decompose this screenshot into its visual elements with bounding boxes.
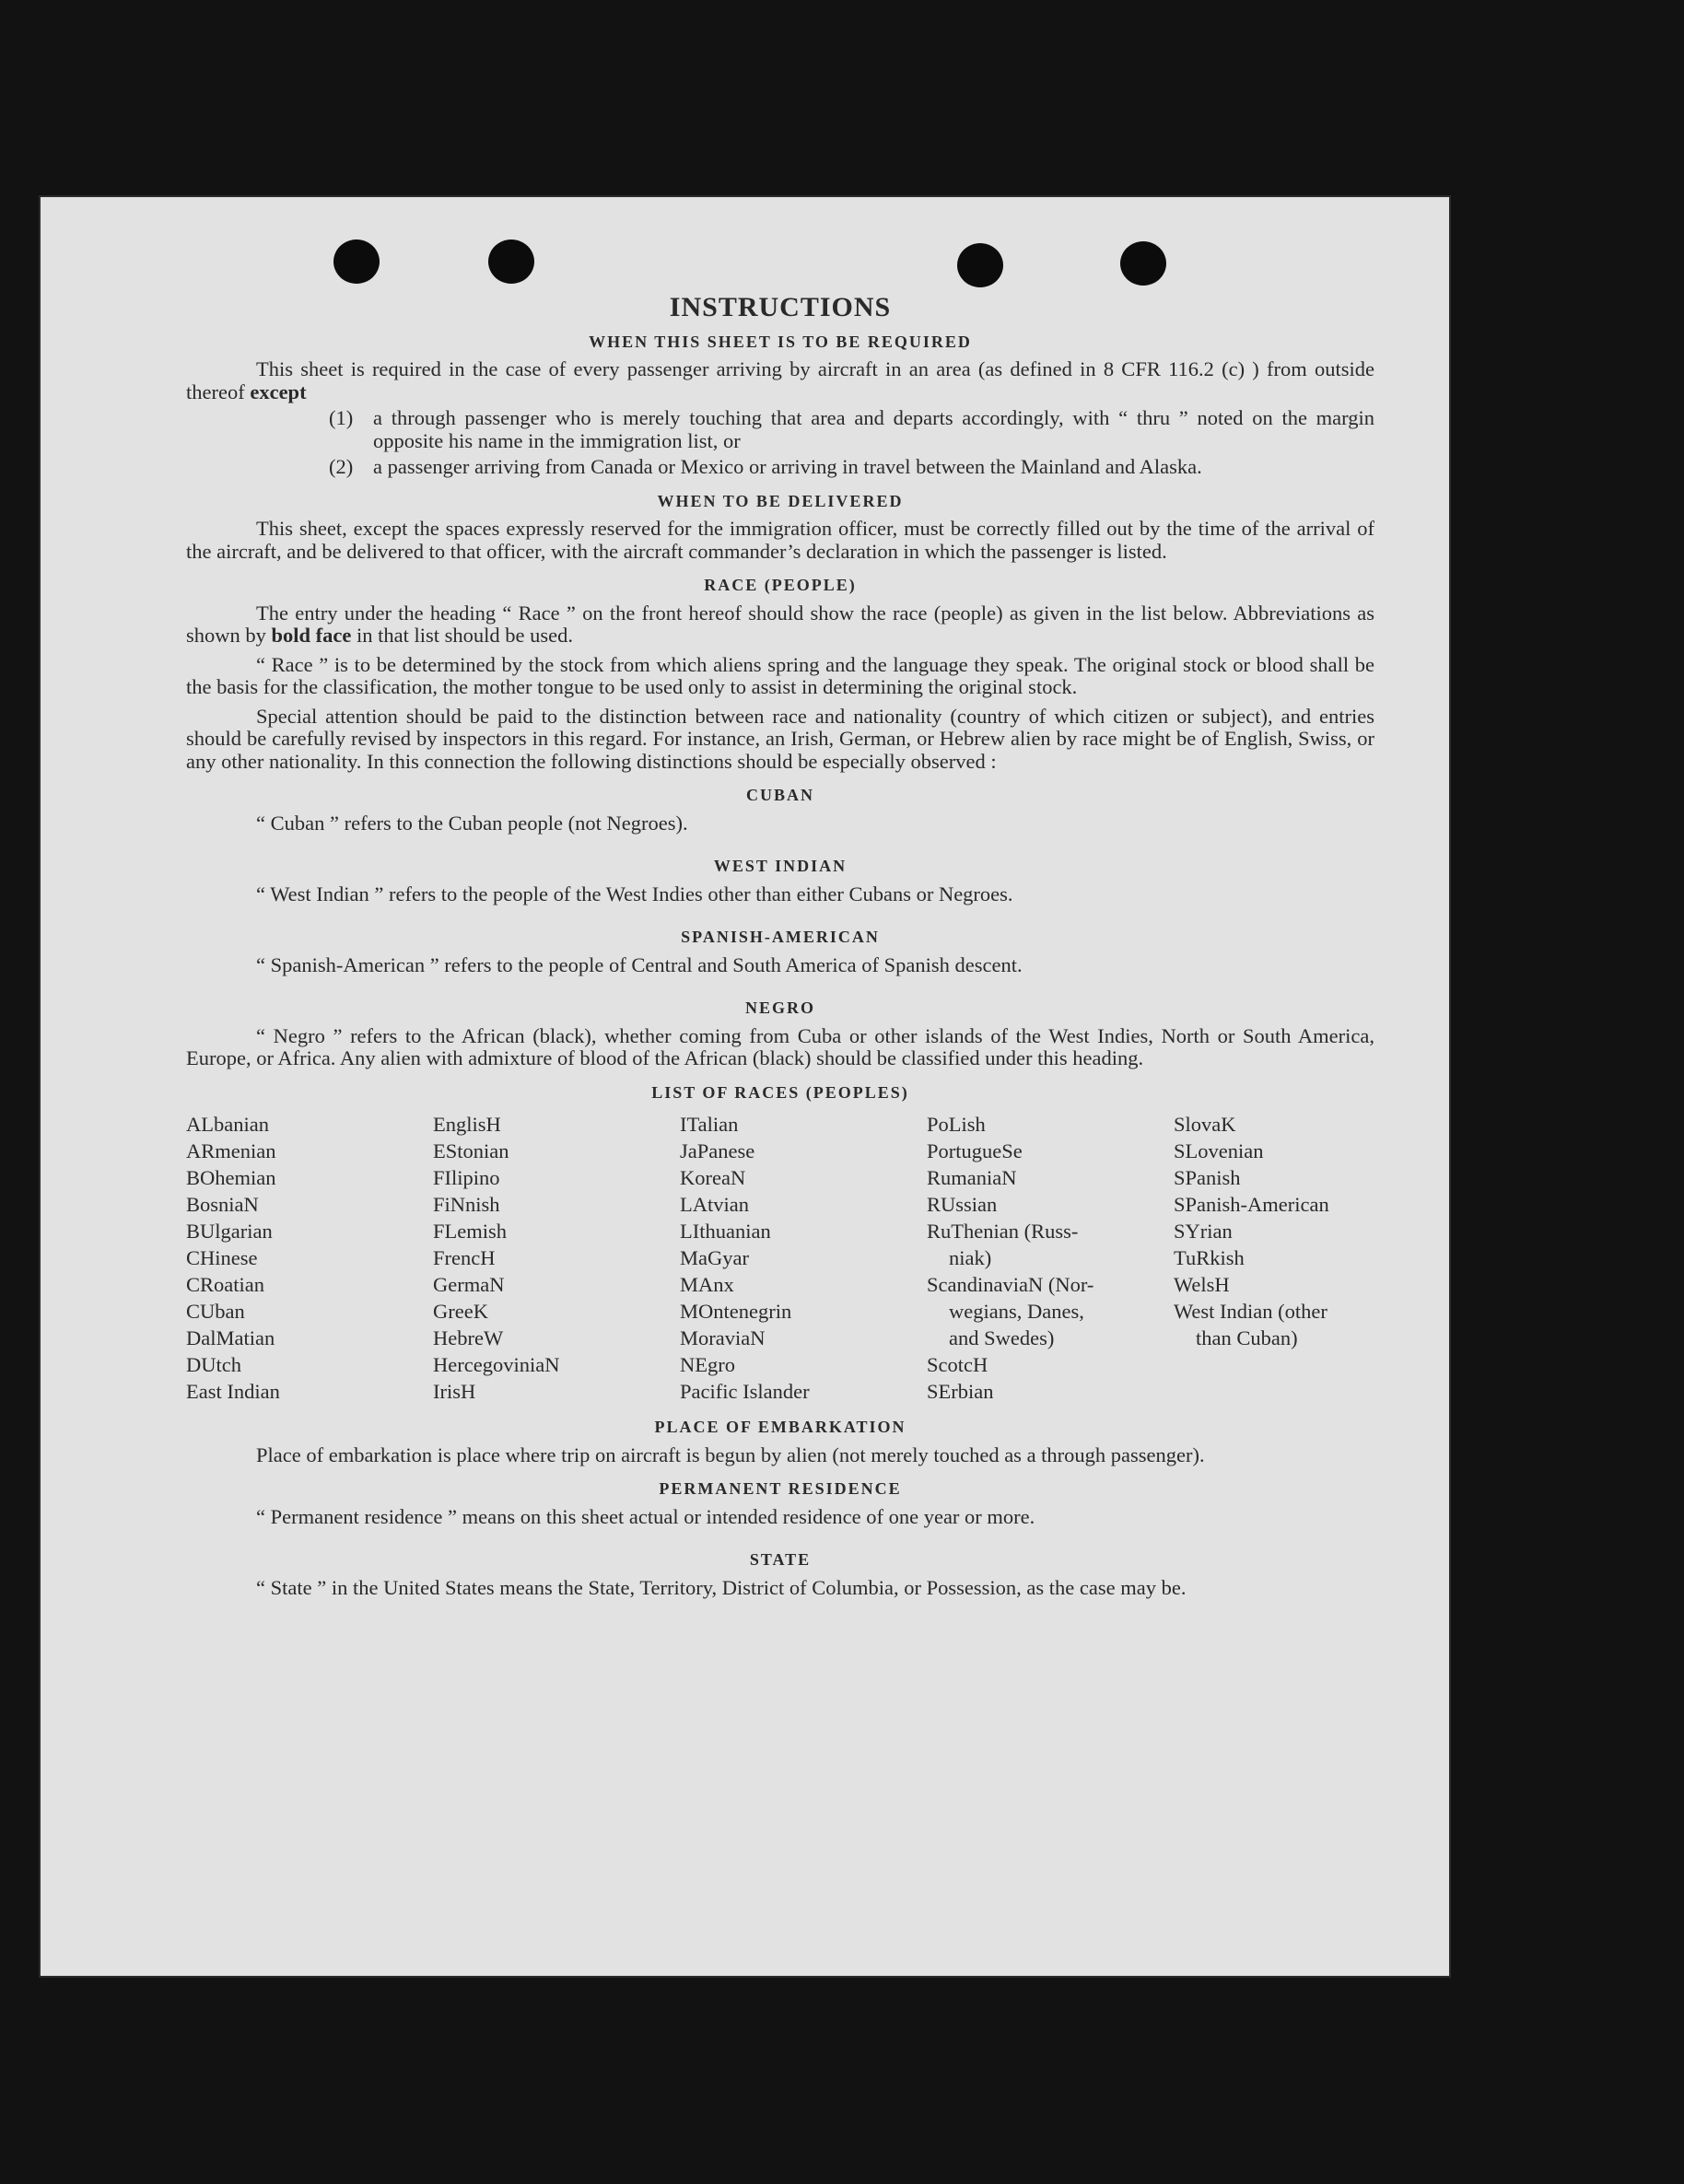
race-item: than Cuban) — [1196, 1326, 1298, 1349]
race-item: MOntenegrin — [680, 1300, 792, 1323]
document-sheet — [39, 195, 1451, 1978]
race-item: West Indian (other — [1174, 1300, 1327, 1323]
race-item: SPanish — [1174, 1166, 1241, 1189]
race-item: HebreW — [433, 1326, 504, 1349]
race-item: PoLish — [927, 1113, 986, 1136]
race-item: Pacific Islander — [680, 1380, 810, 1403]
race-item: East Indian — [186, 1380, 280, 1403]
heading-west-indian: WEST INDIAN — [713, 857, 848, 875]
heading-cuban: CUBAN — [745, 786, 814, 804]
race-item: CHinese — [186, 1246, 258, 1269]
paragraph-cuban: “ Cuban ” refers to the Cuban people (not Negroes). — [256, 811, 688, 835]
paragraph-spanish-american: “ Spanish-American ” refers to the people of Central and South America of Spanish descent. — [256, 952, 1023, 976]
race-item: SYrian — [1174, 1220, 1233, 1243]
race-item: niak) — [949, 1246, 992, 1269]
race-column — [680, 1111, 927, 1405]
race-item: RumaniaN — [927, 1166, 1017, 1189]
race-item: HercegoviniaN — [433, 1353, 560, 1376]
race-column — [186, 1111, 433, 1405]
race-item: and Swedes) — [949, 1326, 1055, 1349]
heading-negro: NEGRO — [744, 999, 815, 1017]
punch-hole — [1120, 241, 1166, 286]
heading-spanish-american: SPANISH-AMERICAN — [681, 928, 880, 946]
race-item: SLovenian — [1174, 1139, 1264, 1162]
race-item: ITalian — [680, 1113, 739, 1136]
heading-state: STATE — [749, 1550, 812, 1569]
race-item: BUlgarian — [186, 1220, 273, 1243]
race-item: ScotcH — [927, 1353, 988, 1376]
paragraph-race-1: The entry under the heading “ Race ” on the front hereof should show the race (people) as given in the list below. Abbreviations as shown by bold face in that list should be used. — [186, 601, 1374, 647]
heading-when-required: WHEN THIS SHEET IS TO BE REQUIRED — [589, 332, 972, 351]
race-list — [186, 1111, 1374, 1405]
race-item: RUssian — [927, 1193, 998, 1216]
punch-hole — [488, 239, 534, 284]
paragraph-when-required: This sheet is required in the case of every passenger arriving by aircraft in an area (as defined in 8 CFR 116.2 (c) ) from outside thereof except — [186, 357, 1374, 403]
race-item: GreeK — [433, 1300, 488, 1323]
race-item: CUban — [186, 1300, 245, 1323]
race-item: FLemish — [433, 1220, 508, 1243]
race-item: IrisH — [433, 1380, 476, 1403]
race-item: BOhemian — [186, 1166, 276, 1189]
race-item: MaGyar — [680, 1246, 749, 1269]
heading-list-of-races: LIST OF RACES (PEOPLES) — [651, 1082, 909, 1102]
race-item: ARmenian — [186, 1139, 276, 1162]
race-item: DalMatian — [186, 1326, 275, 1349]
race-item: ScandinaviaN (Nor- — [927, 1273, 1094, 1296]
race-item: NEgro — [680, 1353, 735, 1376]
race-item: KoreaN — [680, 1166, 746, 1189]
race-item: MoraviaN — [680, 1326, 766, 1349]
race-column — [433, 1111, 680, 1405]
paragraph-place-of-embarkation: Place of embarkation is place where trip on aircraft is begun by alien (not merely touched as a through passenger). — [256, 1442, 1205, 1466]
race-item: GermaN — [433, 1273, 505, 1296]
list-item: (2) a passenger arriving from Canada or Mexico or arriving in travel between the Mainland and Alaska. — [329, 455, 1202, 478]
race-item: ALbanian — [186, 1113, 269, 1136]
race-item: JaPanese — [680, 1139, 755, 1162]
heading-permanent-residence: PERMANENT RESIDENCE — [659, 1479, 902, 1498]
race-item: SlovaK — [1174, 1113, 1236, 1136]
race-item: BosniaN — [186, 1193, 259, 1216]
punch-hole — [333, 239, 380, 284]
paragraph-negro: “ Negro ” refers to the African (black), whether coming from Cuba or other islands of the West Indies, North or South America, Europe, or Africa. Any alien with admixture of blood of the African (black) should be classified under this heading. — [186, 1023, 1374, 1069]
paragraph-permanent-residence: “ Permanent residence ” means on this sheet actual or intended residence of one year or more. — [256, 1504, 1035, 1528]
race-column — [1174, 1111, 1374, 1405]
race-item: wegians, Danes, — [949, 1300, 1084, 1323]
paragraph-race-2: “ Race ” is to be determined by the stock from which aliens spring and the language they speak. The original stock or blood shall be the basis for the classification, the mother tongue to be used only to assist in determining the original stock. — [186, 652, 1374, 698]
race-column — [927, 1111, 1174, 1405]
race-item: CRoatian — [186, 1273, 264, 1296]
punch-hole — [957, 243, 1003, 287]
race-item: LAtvian — [680, 1193, 749, 1216]
heading-race: RACE (PEOPLE) — [704, 576, 857, 594]
race-item: SErbian — [927, 1380, 994, 1403]
race-item: LIthuanian — [680, 1220, 771, 1243]
heading-when-delivered: WHEN TO BE DELIVERED — [657, 491, 904, 510]
instructions-content — [186, 292, 1374, 1599]
paragraph-when-delivered: This sheet, except the spaces expressly reserved for the immigration officer, must be correctly filled out by the time of the arrival of the aircraft, and be delivered to that officer, with the aircraft commander’s declaration in which the passenger is listed. — [186, 517, 1374, 563]
race-item: RuThenian (Russ- — [927, 1220, 1079, 1243]
race-item: FiNnish — [433, 1193, 500, 1216]
race-item: DUtch — [186, 1353, 241, 1376]
paragraph-state: “ State ” in the United States means the State, Territory, District of Columbia, or Possession, as the case may be. — [256, 1575, 1187, 1599]
race-item: SPanish-American — [1174, 1193, 1329, 1216]
race-item: FIlipino — [433, 1166, 500, 1189]
race-item: TuRkish — [1174, 1246, 1245, 1269]
paragraph-west-indian: “ West Indian ” refers to the people of the West Indies other than either Cubans or Negroes. — [256, 882, 1013, 905]
list-item: (1) a through passenger who is merely touching that area and departs accordingly, with “ thru ” noted on the margin opposite his name in the immigration list, or — [329, 406, 1374, 452]
race-item: FrencH — [433, 1246, 496, 1269]
paragraph-race-3: Special attention should be paid to the distinction between race and nationality (country of which citizen or subject), and entries should be carefully revised by inspectors in this regard. For instance, an Irish, German, or Hebrew alien by race might be of English, Swiss, or any other nationality. In this connection the following distinctions should be especially observed : — [186, 704, 1374, 773]
heading-place-of-embarkation: PLACE OF EMBARKATION — [654, 1418, 906, 1436]
race-item: EStonian — [433, 1139, 509, 1162]
race-item: WelsH — [1174, 1273, 1230, 1296]
race-item: PortugueSe — [927, 1139, 1023, 1162]
race-item: MAnx — [680, 1273, 734, 1296]
page-title: INSTRUCTIONS — [669, 292, 892, 322]
race-item: EnglisH — [433, 1113, 501, 1136]
